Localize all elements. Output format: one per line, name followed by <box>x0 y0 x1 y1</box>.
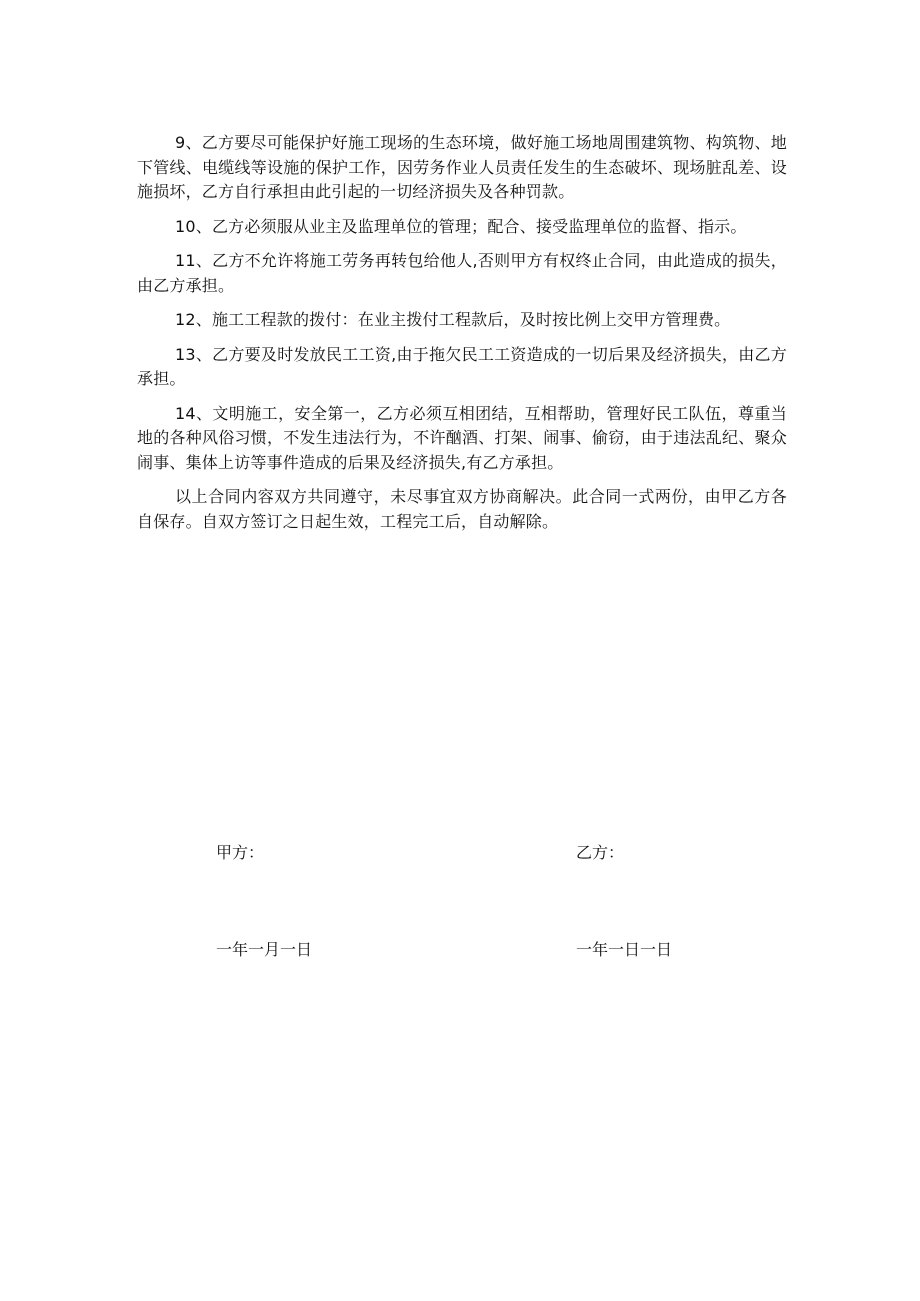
contract-body <box>137 131 787 544</box>
party-b-date: 一年一日一日 <box>576 940 673 959</box>
clause-11: 11、乙方不允许将施工劳务再转包给他人,否则甲方有权终止合同，由此造成的损失，由乙方承担。 <box>137 251 787 295</box>
clause-9: 9、乙方要尽可能保护好施工现场的生态环境，做好施工场地周围建筑物、构筑物、地下管线、电缆线等设施的保护工作，因劳务作业人员责任发生的生态破坏、现场脏乱差、设施损坏，乙方自行承担由此引起的一切经济损失及各种罚款。 <box>137 133 787 201</box>
clause-14: 14、文明施工，安全第一，乙方必须互相团结，互相帮助，管理好民工队伍，尊重当地的各种风俗习惯，不发生违法行为，不许酗酒、打架、闹事、偷窃，由于违法乱纪、聚众闹事、集体上访等事件造成的后果及经济损失,有乙方承担。 <box>137 403 787 472</box>
party-a-label: 甲方： <box>216 843 265 862</box>
party-a-date: 一年一月一日 <box>216 940 313 959</box>
closing-statement: 以上合同内容双方共同遵守，未尽事宜双方协商解决。此合同一式两份，由甲乙方各自保存。自双方签订之日起生效，工程完工后，自动解除。 <box>137 487 787 531</box>
clause-10: 10、乙方必须服从业主及监理单位的管理；配合、接受监理单位的监督、指示。 <box>175 216 747 236</box>
clause-12: 12、施工工程款的拨付：在业主拨付工程款后，及时按比例上交甲方管理费。 <box>175 310 731 329</box>
clause-13: 13、乙方要及时发放民工工资,由于拖欠民工工资造成的一切后果及经济损失，由乙方承担。 <box>137 344 787 388</box>
party-b-label: 乙方： <box>576 843 625 862</box>
